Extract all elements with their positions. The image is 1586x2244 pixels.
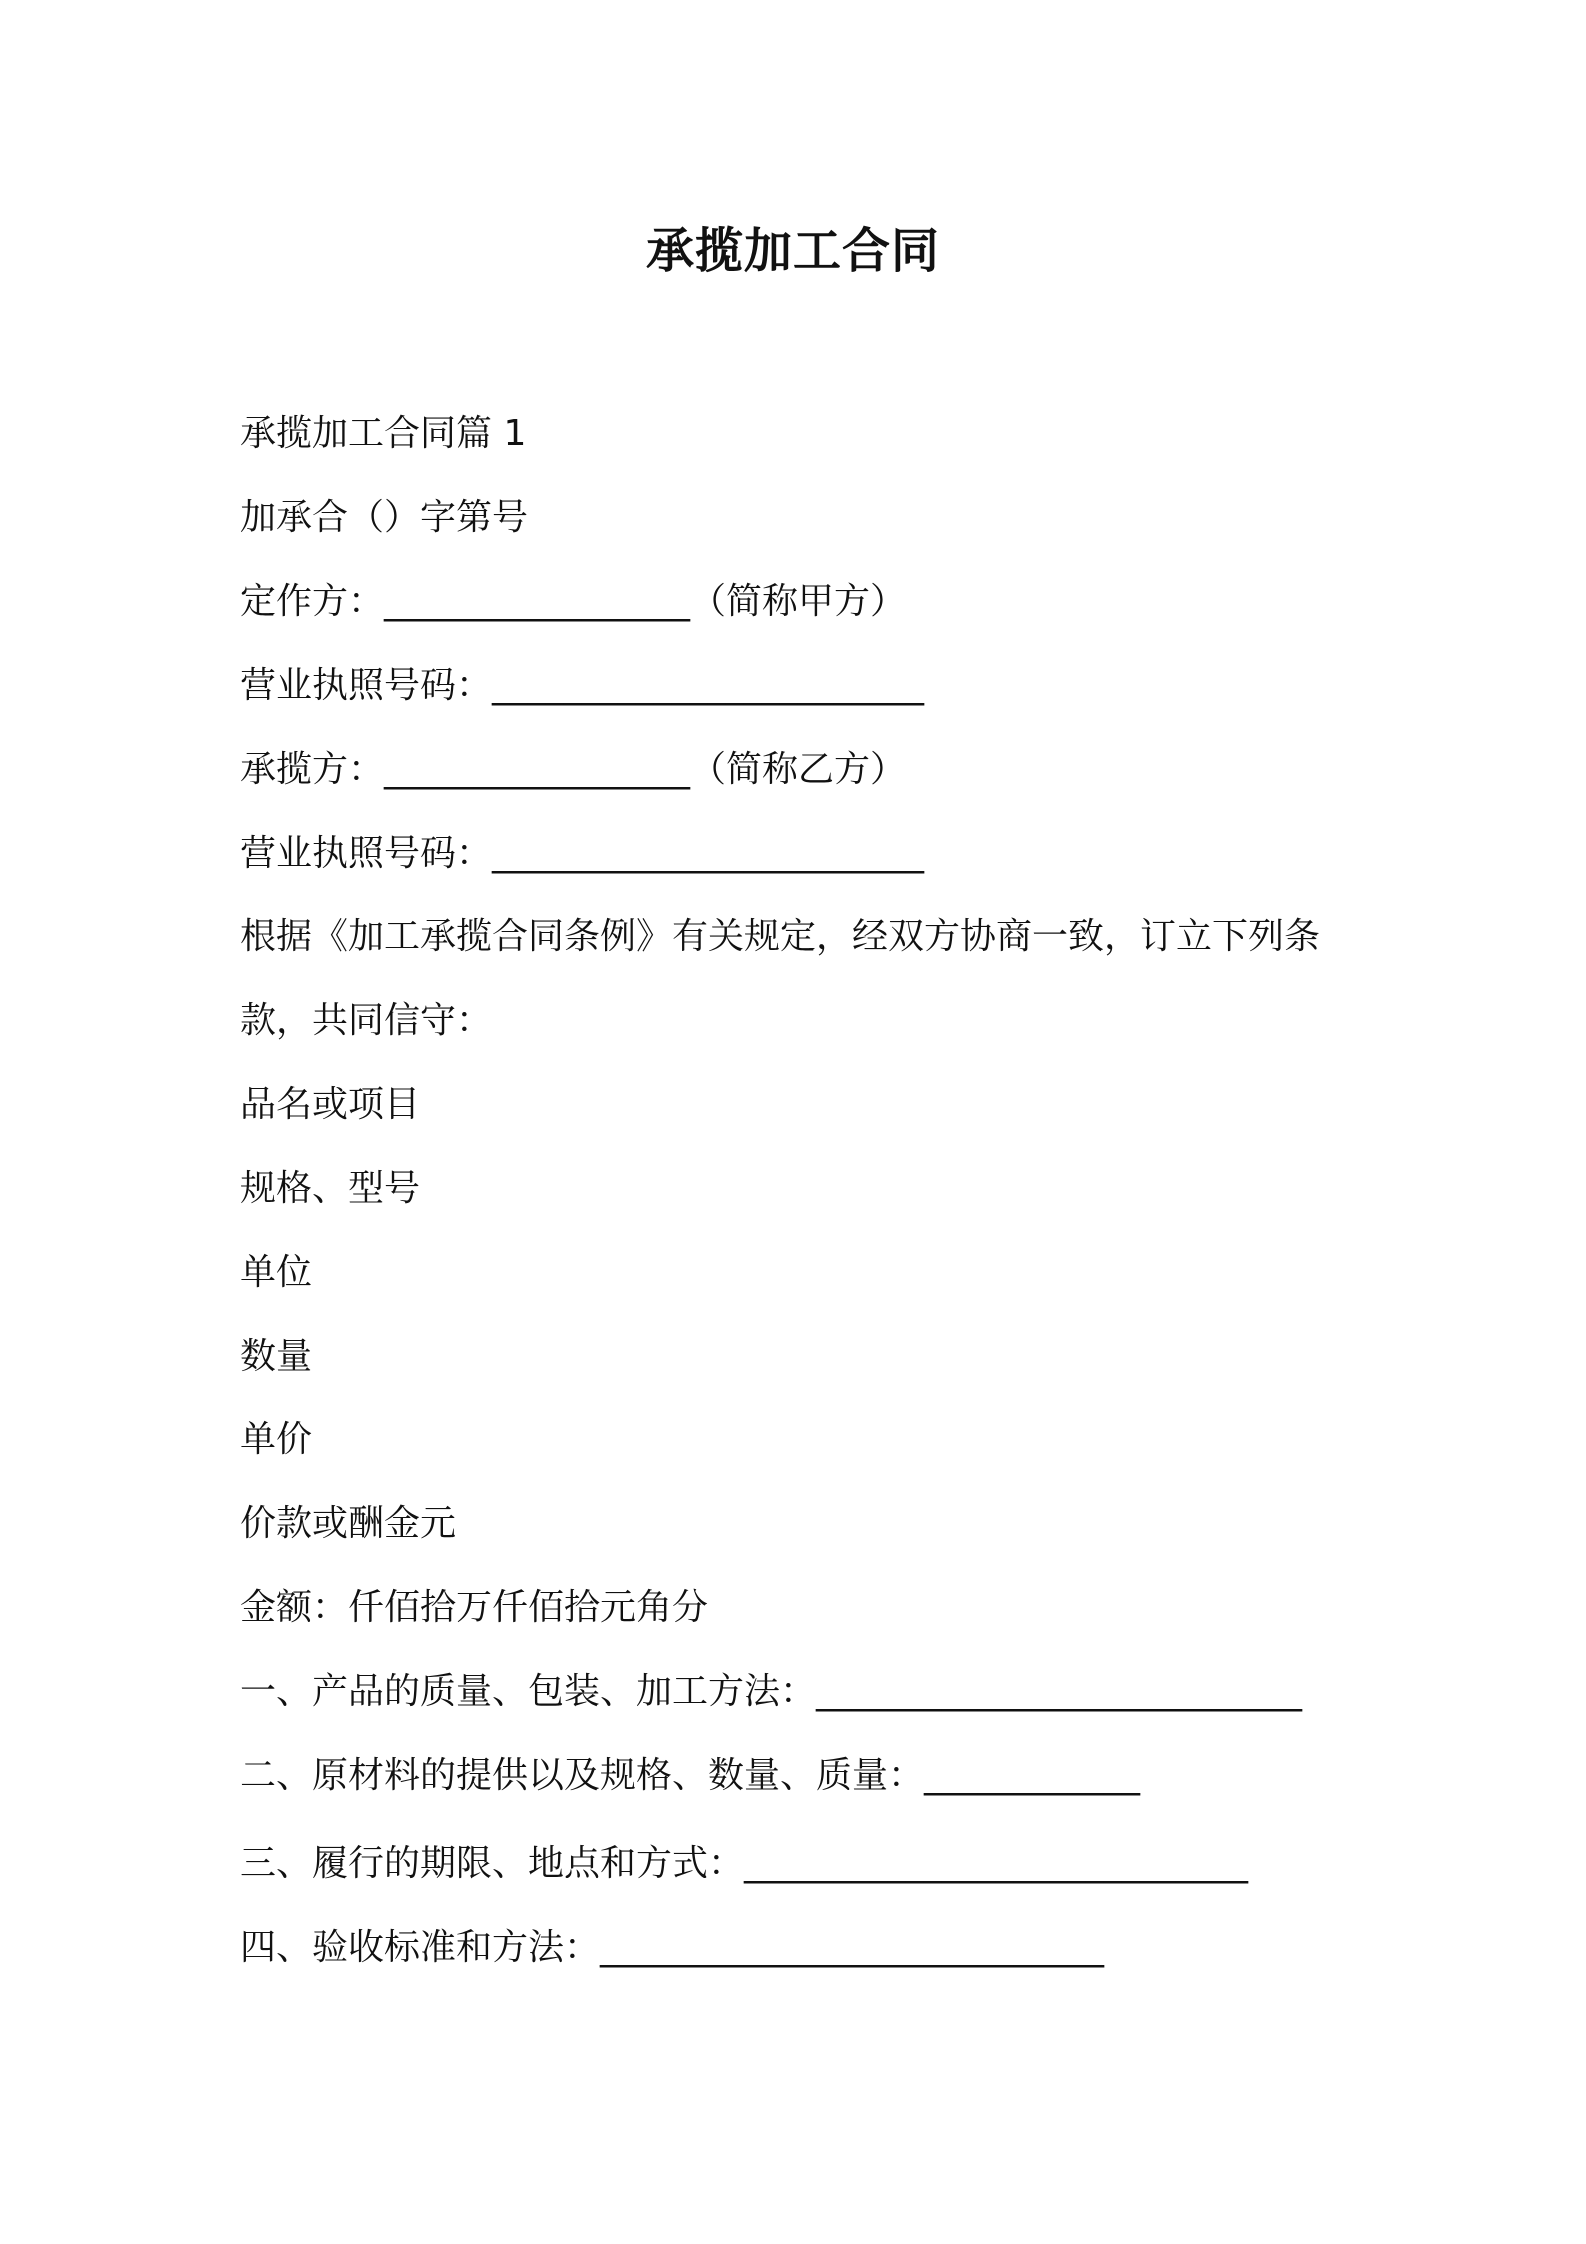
- party-b-license-line: 营业执照号码：________________________: [240, 833, 925, 874]
- party-a-license-line: 营业执照号码：________________________: [240, 665, 925, 706]
- field-price-fee: 价款或酬金元: [240, 1503, 457, 1544]
- field-unit-price: 单价: [240, 1419, 313, 1460]
- clause-3: 三、履行的期限、地点和方式：____________________________: [240, 1843, 1249, 1884]
- field-unit: 单位: [240, 1252, 313, 1293]
- section-heading: 承揽加工合同篇 1: [240, 413, 527, 454]
- party-a-line: 定作方：_________________（简称甲方）: [240, 581, 907, 622]
- party-b-line: 承揽方：_________________（简称乙方）: [240, 749, 907, 790]
- clause-2: 二、原材料的提供以及规格、数量、质量：____________: [240, 1755, 1141, 1796]
- preamble-line-2: 款，共同信守：: [240, 1000, 493, 1041]
- field-spec-model: 规格、型号: [240, 1168, 421, 1209]
- preamble-line-1: 根据《加工承揽合同条例》有关规定，经双方协商一致，订立下列条: [240, 916, 1321, 957]
- field-item-name: 品名或项目: [240, 1084, 421, 1125]
- field-quantity: 数量: [240, 1336, 313, 1377]
- clause-4: 四、验收标准和方法：____________________________: [240, 1927, 1105, 1968]
- clause-1: 一、产品的质量、包装、加工方法：___________________________: [240, 1671, 1303, 1712]
- field-amount: 金额：仟佰拾万仟佰拾元角分: [240, 1587, 709, 1628]
- document-title: 承揽加工合同: [645, 223, 940, 279]
- contract-number-line: 加承合（）字第号: [240, 497, 529, 538]
